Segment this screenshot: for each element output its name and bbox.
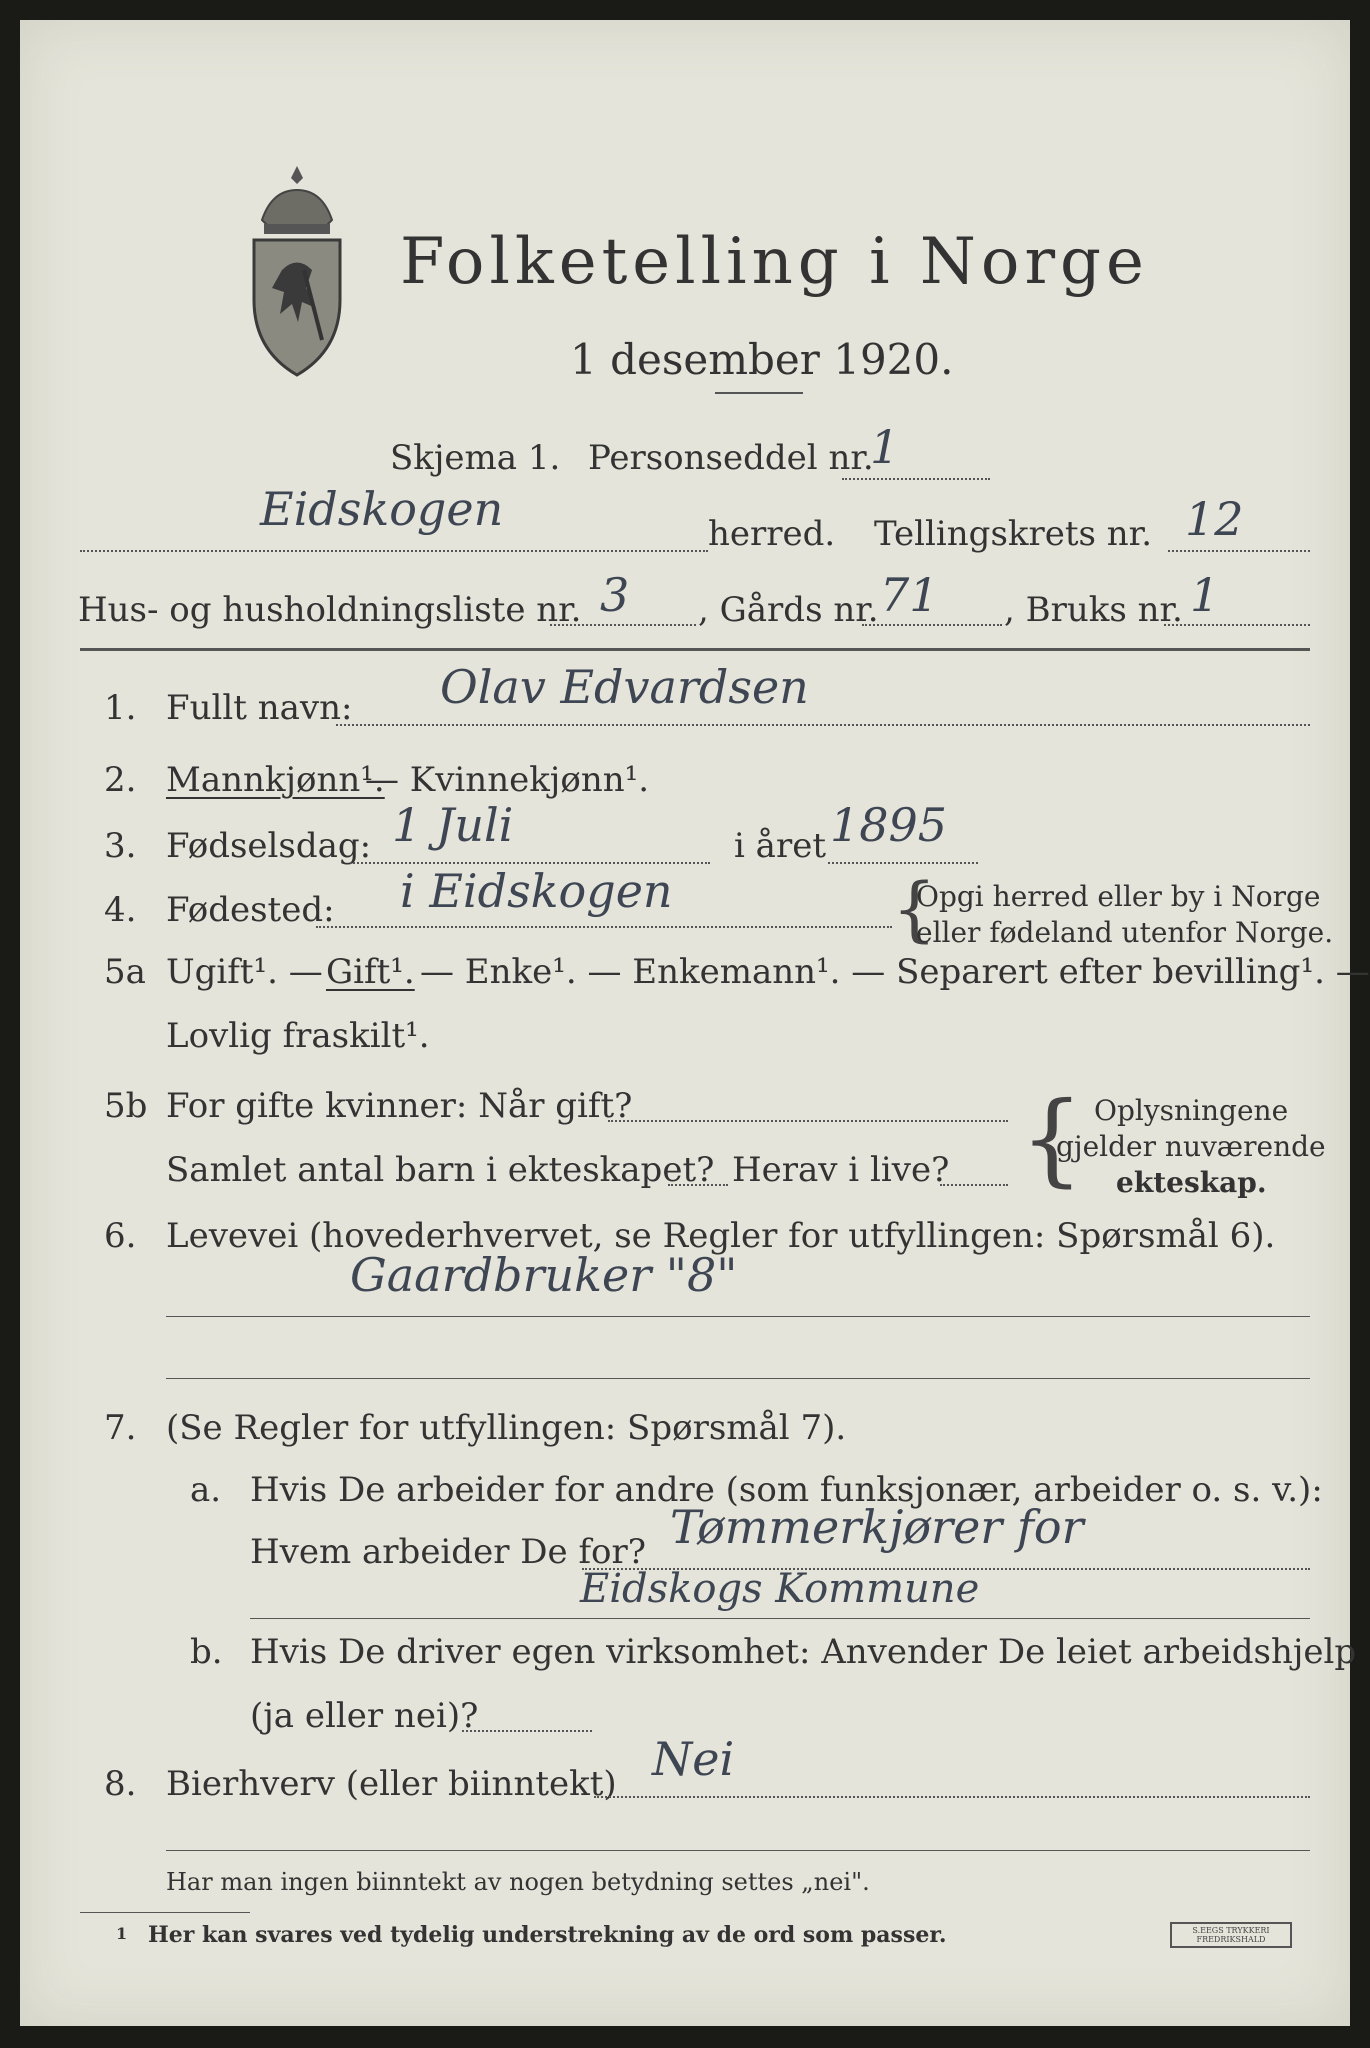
- herred-value: Eidskogen: [260, 482, 504, 536]
- q2-number: 2.: [104, 760, 137, 800]
- children-alive-label: Herav i live?: [732, 1150, 950, 1190]
- q7a-text: Hvis De arbeider for andre (som funksjonær, arbeider o. s. v.):: [250, 1470, 1323, 1510]
- q5b-note-1: Oplysningene: [1094, 1094, 1289, 1127]
- q3-label: Fødselsdag:: [166, 826, 372, 866]
- q1-label: Fullt navn:: [166, 688, 353, 728]
- unmarried-option[interactable]: Ugift¹. —: [166, 952, 323, 992]
- q7b-letter: b.: [190, 1632, 223, 1672]
- footnote-mark: 1: [116, 1924, 128, 1943]
- coat-of-arms-icon: [242, 160, 352, 380]
- census-form: [20, 20, 1370, 2026]
- year-value: 1895: [830, 798, 948, 852]
- q5b-note-2: gjelder nuværende: [1056, 1130, 1326, 1163]
- birthplace-field[interactable]: [316, 926, 892, 928]
- marital-status-options[interactable]: — Enke¹. — Enkemann¹. — Separert efter bevilling¹. —: [420, 952, 1370, 992]
- q5a-number: 5a: [104, 952, 146, 992]
- q5b-note-3: ekteskap.: [1116, 1166, 1267, 1199]
- q4-number: 4.: [104, 890, 137, 930]
- tellingskrets-label: Tellingskrets nr.: [874, 514, 1153, 554]
- hus-field[interactable]: [550, 624, 696, 626]
- gards-value: 71: [880, 568, 939, 622]
- tellingskrets-field[interactable]: [1168, 550, 1310, 552]
- gards-label: , Gårds nr.: [698, 590, 879, 630]
- employer-value-1: Tømmerkjører for: [670, 1500, 1084, 1554]
- when-married-field[interactable]: [608, 1120, 1008, 1122]
- q7-label: (Se Regler for utfyllingen: Spørsmål 7).: [166, 1408, 847, 1448]
- q7a-letter: a.: [190, 1470, 222, 1510]
- hus-label: Hus- og husholdningsliste nr.: [78, 590, 582, 630]
- title-divider: [715, 392, 803, 394]
- q4-brace: {: [892, 868, 937, 950]
- bruks-label: , Bruks nr.: [1004, 590, 1183, 630]
- q7-number: 7.: [104, 1408, 137, 1448]
- occupation-line-2[interactable]: [166, 1378, 1310, 1379]
- q5b-number: 5b: [104, 1086, 148, 1126]
- tellingskrets-value: 12: [1185, 492, 1244, 546]
- year-field[interactable]: [828, 862, 978, 864]
- full-name-value: Olav Edvardsen: [440, 660, 809, 714]
- header-divider: [80, 648, 1310, 651]
- side-income-field[interactable]: [594, 1796, 1310, 1798]
- q8-number: 8.: [104, 1764, 137, 1804]
- skjema-label: Skjema 1.: [390, 438, 561, 478]
- printer-stamp: S.EEGS TRYKKERI FREDRIKSHALD: [1170, 1922, 1292, 1948]
- q4-label: Fødested:: [166, 890, 335, 930]
- form-title: Folketelling i Norge: [400, 225, 1149, 299]
- employer-line-2[interactable]: [250, 1618, 1310, 1619]
- married-option[interactable]: Gift¹.: [326, 952, 415, 992]
- q1-number: 1.: [104, 688, 137, 728]
- q7b-text: Hvis De driver egen virksomhet: Anvender De leiet arbeidshjelp: [250, 1632, 1357, 1672]
- bruks-value: 1: [1190, 568, 1220, 622]
- birthplace-value: i Eidskogen: [400, 864, 673, 918]
- occupation-value: Gaardbruker "8": [350, 1248, 738, 1302]
- census-date: 1 desember 1920.: [570, 335, 954, 384]
- occupation-line[interactable]: [166, 1316, 1310, 1317]
- herred-label: herred.: [708, 514, 836, 554]
- year-label: i året: [734, 826, 826, 866]
- personseddel-value: 1: [870, 420, 900, 474]
- footnote-text: Her kan svares ved tydelig understrekning av de ord som passer.: [148, 1922, 947, 1948]
- footer-note: Har man ingen biinntekt av nogen betydning settes „nei".: [166, 1868, 870, 1896]
- divorced-option[interactable]: Lovlig fraskilt¹.: [166, 1016, 430, 1056]
- gards-field[interactable]: [862, 624, 1002, 626]
- q6-number: 6.: [104, 1216, 137, 1256]
- birthday-value: 1 Juli: [392, 798, 514, 852]
- children-count-label: Samlet antal barn i ekteskapet?: [166, 1150, 715, 1190]
- full-name-field[interactable]: [336, 724, 1310, 726]
- children-alive-field[interactable]: [940, 1184, 1008, 1186]
- q8-label: Bierhverv (eller biinntekt): [166, 1764, 617, 1804]
- female-option[interactable]: — Kvinnekjønn¹.: [365, 760, 650, 800]
- q4-note-1: Opgi herred eller by i Norge: [916, 880, 1321, 913]
- q6-label: Levevei (hovederhvervet, se Regler for utfyllingen: Spørsmål 6).: [166, 1216, 1276, 1256]
- personseddel-label: Personseddel nr.: [588, 438, 874, 478]
- children-count-field[interactable]: [668, 1184, 728, 1186]
- employer-value-2: Eidskogs Kommune: [580, 1566, 980, 1612]
- side-income-value: Nei: [652, 1732, 735, 1786]
- hus-value: 3: [600, 568, 630, 622]
- employer-label: Hvem arbeider De for?: [250, 1532, 646, 1572]
- hired-help-field[interactable]: [462, 1730, 592, 1732]
- q4-note-2: eller fødeland utenfor Norge.: [916, 916, 1334, 949]
- bruks-field[interactable]: [1164, 624, 1310, 626]
- q5b-brace: {: [1020, 1080, 1084, 1197]
- q3-number: 3.: [104, 826, 137, 866]
- male-option[interactable]: Mannkjønn¹.: [166, 760, 385, 800]
- side-income-line-2[interactable]: [166, 1850, 1310, 1851]
- footnote-divider: [80, 1912, 250, 1913]
- when-married-label: For gifte kvinner: Når gift?: [166, 1086, 633, 1126]
- herred-field[interactable]: [80, 550, 708, 552]
- hired-help-label: (ja eller nei)?: [250, 1696, 479, 1736]
- personseddel-field[interactable]: [842, 478, 990, 480]
